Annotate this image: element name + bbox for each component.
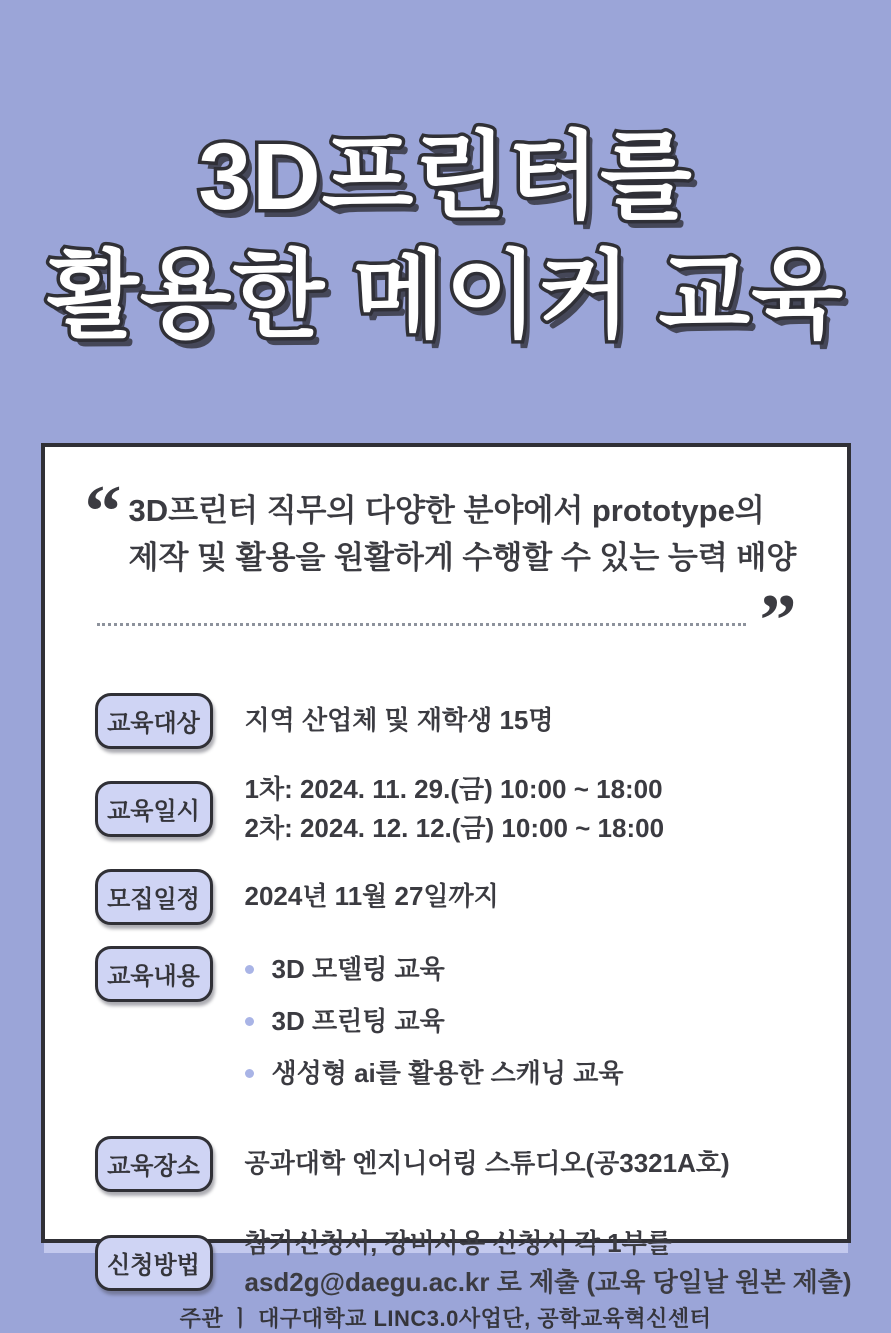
quote-block [84,471,797,581]
title-line-1: 3D프린터를 [198,123,693,230]
application-line-1: 참가신청서, 장비사용 신청서 각 1부를 [244,1227,672,1258]
curriculum-item-3: 생성형 ai를 활용한 스캐닝 교육 [271,1057,624,1088]
recruitment-deadline-text: 2024년 11월 27일까지 [244,881,499,912]
list-item [245,1054,624,1093]
page-title [0,64,891,357]
badge-schedule: 교육일시 [95,781,213,837]
row-content [245,1144,730,1183]
row-application [95,1224,852,1302]
curriculum-list [245,950,624,1106]
quote-line-1: 3D프린터 직무의 다양한 분야에서 prototype의 [128,493,765,529]
row-curriculum [95,946,797,1106]
schedule-session-1: 1차: 2024. 11. 29.(금) 10:00 ~ 18:00 [244,773,663,804]
bullet-icon [245,1017,254,1026]
info-rows [95,672,852,1302]
title-line-2: 활용한 메이커 교육 [47,243,844,350]
row-content [245,1224,852,1302]
badge-location: 교육장소 [95,1136,213,1192]
list-item [245,1002,624,1041]
poster [0,64,891,1331]
bullet-icon [245,965,254,974]
curriculum-item-1: 3D 모델링 교육 [271,953,445,984]
row-target-audience [95,693,797,749]
row-content [245,770,665,848]
close-quote-icon: ” [759,580,797,663]
bullet-icon [245,1069,254,1078]
schedule-session-2: 2차: 2024. 12. 12.(금) 10:00 ~ 18:00 [244,812,665,843]
badge-recruitment: 모집일정 [95,869,213,925]
quote-separator [95,580,797,663]
row-location [95,1136,797,1192]
badge-application: 신청방법 [95,1235,213,1291]
info-card [41,443,852,1331]
open-quote-icon: “ [84,471,122,554]
row-recruitment [95,869,797,925]
row-schedule [95,770,797,848]
target-audience-text: 지역 산업체 및 재학생 15명 [244,705,554,736]
badge-curriculum: 교육내용 [95,946,213,1002]
organizer-text: 주관 ㅣ 대구대학교 LINC3.0사업단, 공학교육혁신센터 [179,1305,712,1331]
list-item [245,950,624,989]
curriculum-item-2: 3D 프린팅 교육 [271,1005,445,1036]
application-line-2: asd2g@daegu.ac.kr 로 제출 (교육 당일날 원본 제출) [244,1266,852,1297]
row-content [245,701,554,740]
dotted-divider [97,623,746,626]
badge-target-audience: 교육대상 [95,693,213,749]
quote-line-2: 제작 및 활용을 원활하게 수행할 수 있는 능력 배양 [128,540,797,576]
location-text: 공과대학 엔지니어링 스튜디오(공3321A호) [244,1148,730,1179]
row-content [245,877,499,916]
